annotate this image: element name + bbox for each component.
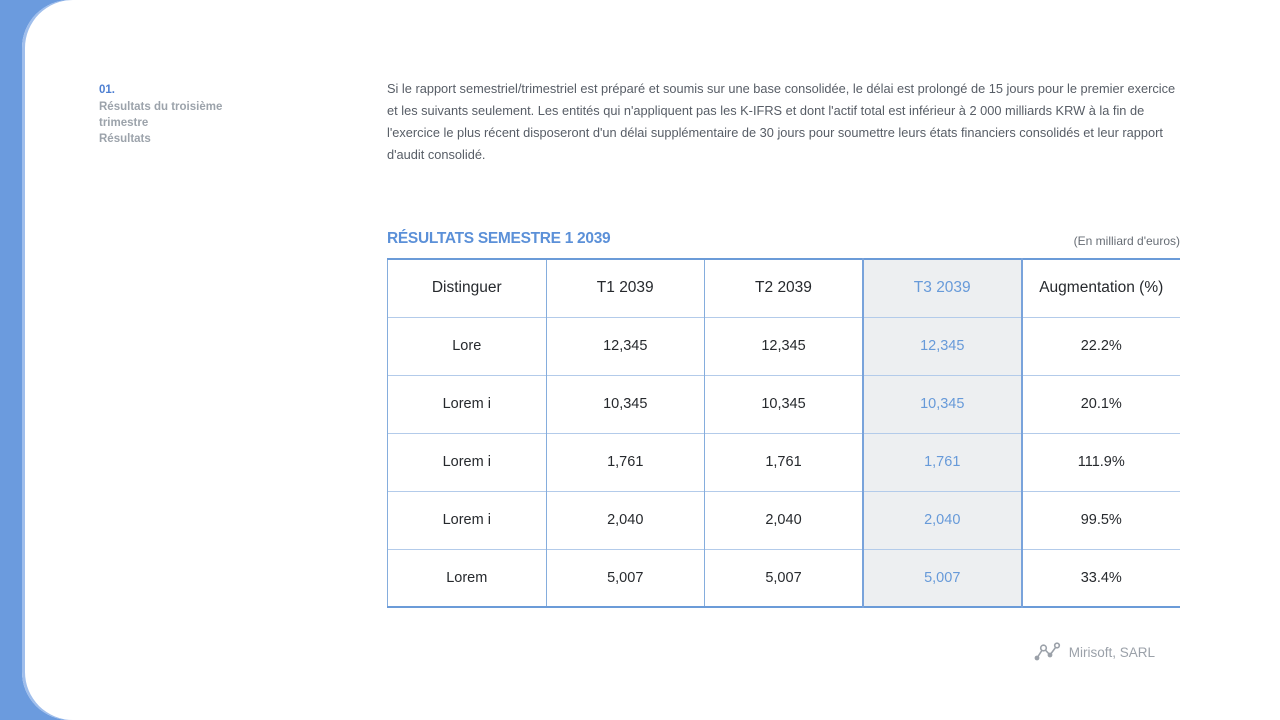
section-label bbox=[99, 84, 299, 147]
table-cell: 10,345 bbox=[863, 375, 1022, 433]
table-cell: 1,761 bbox=[705, 433, 864, 491]
table-cell: 5,007 bbox=[863, 549, 1022, 607]
table-cell: 2,040 bbox=[546, 491, 705, 549]
results-section bbox=[387, 222, 1180, 608]
table-row bbox=[388, 491, 1181, 549]
table-cell: 5,007 bbox=[546, 549, 705, 607]
table-cell: 2,040 bbox=[705, 491, 864, 549]
table-cell: 99.5% bbox=[1022, 491, 1181, 549]
table-header-row bbox=[387, 222, 1180, 248]
unit-note: (En milliard d'euros) bbox=[1073, 234, 1180, 248]
section-title-line: trimestre bbox=[99, 117, 149, 129]
column-header: T2 2039 bbox=[705, 259, 864, 317]
table-row bbox=[388, 317, 1181, 375]
table-row bbox=[388, 549, 1181, 607]
section-title bbox=[99, 99, 299, 147]
table-cell: Lorem i bbox=[388, 491, 547, 549]
table-cell: 22.2% bbox=[1022, 317, 1181, 375]
column-header: Distinguer bbox=[388, 259, 547, 317]
intro-paragraph: Si le rapport semestriel/trimestriel est préparé et soumis sur une base consolidée, le délai est prolongé de 15 jours pour le premier exercice et les suivants seulement. Les entités qui n'appliquent pas les K-IFRS et dont l'actif total est inférieur à 2 000 milliards KRW à la fin de l'exercice le plus récent disposeront d'un délai supplémentaire de 30 jours pour soumettre leurs états financiers consolidés et leur rapport d'audit consolidé. bbox=[387, 81, 1176, 162]
table-cell: Lorem i bbox=[388, 375, 547, 433]
column-header: T1 2039 bbox=[546, 259, 705, 317]
table-row bbox=[388, 375, 1181, 433]
results-table bbox=[387, 258, 1180, 608]
table-title: RÉSULTATS SEMESTRE 1 2039 bbox=[387, 230, 611, 247]
table-cell: 33.4% bbox=[1022, 549, 1181, 607]
column-header: Augmentation (%) bbox=[1022, 259, 1181, 317]
footer bbox=[1033, 642, 1155, 662]
table-cell: 12,345 bbox=[546, 317, 705, 375]
molecule-icon bbox=[1033, 642, 1061, 662]
results-table-body bbox=[388, 317, 1181, 607]
table-row bbox=[388, 433, 1181, 491]
results-table-head bbox=[388, 259, 1181, 317]
section-number: 01. bbox=[99, 84, 115, 96]
section-title-line: Résultats du troisième bbox=[99, 101, 223, 113]
table-cell: 1,761 bbox=[863, 433, 1022, 491]
section-title-line: Résultats bbox=[99, 133, 151, 145]
table-cell: 10,345 bbox=[546, 375, 705, 433]
table-cell: 2,040 bbox=[863, 491, 1022, 549]
table-cell: 111.9% bbox=[1022, 433, 1181, 491]
table-cell: 20.1% bbox=[1022, 375, 1181, 433]
table-cell: Lorem i bbox=[388, 433, 547, 491]
table-cell: Lorem bbox=[388, 549, 547, 607]
content-card bbox=[22, 0, 1280, 720]
table-cell: Lore bbox=[388, 317, 547, 375]
table-cell: 12,345 bbox=[863, 317, 1022, 375]
table-cell: 10,345 bbox=[705, 375, 864, 433]
footer-company: Mirisoft, SARL bbox=[1068, 644, 1155, 660]
header-row bbox=[388, 259, 1181, 317]
table-cell: 5,007 bbox=[705, 549, 864, 607]
table-cell: 1,761 bbox=[546, 433, 705, 491]
column-header: T3 2039 bbox=[863, 259, 1022, 317]
table-cell: 12,345 bbox=[705, 317, 864, 375]
